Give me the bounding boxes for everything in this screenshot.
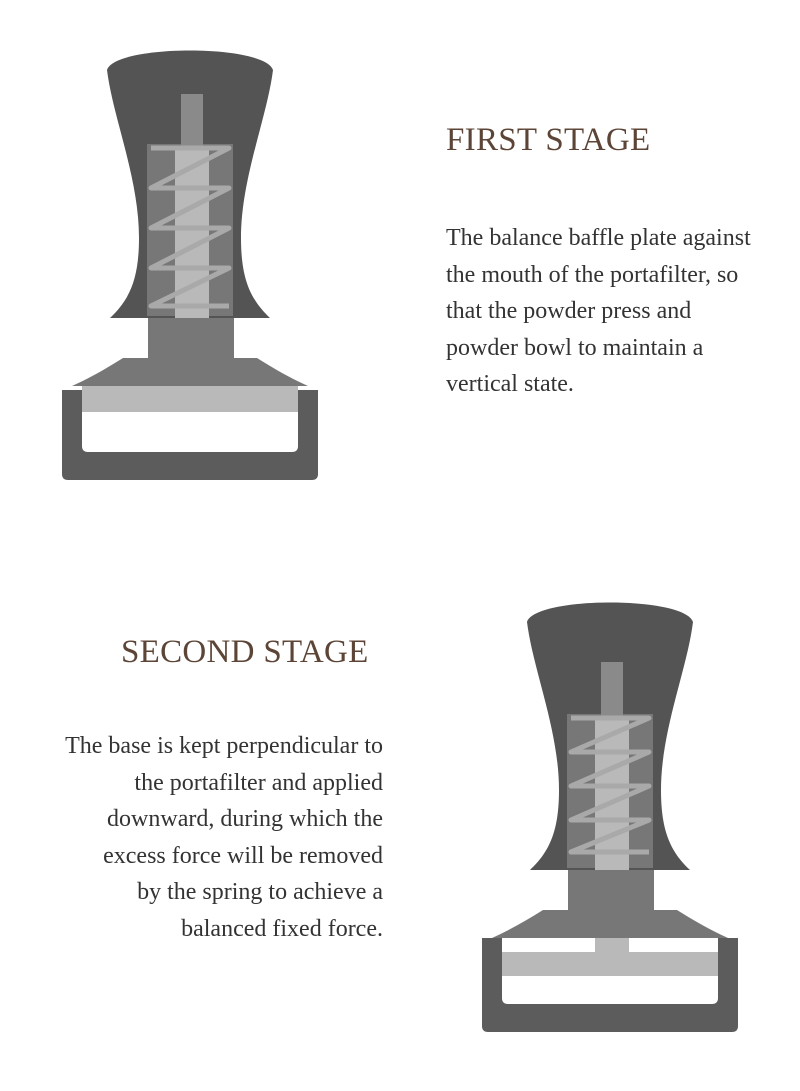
text-line: The base is kept perpendicular to	[65, 733, 383, 759]
first-stage-title: FIRST STAGE	[446, 122, 651, 158]
text-line: powder bowl to maintain a	[446, 334, 704, 361]
base-flange	[72, 358, 308, 386]
first-stage-description	[446, 220, 798, 403]
base-flange	[492, 910, 728, 938]
text-line: downward, during which the	[107, 806, 383, 832]
text-line: vertical state.	[446, 371, 574, 397]
text-line: The balance baffle plate against	[446, 225, 751, 251]
press-plate	[82, 386, 298, 412]
press-plate	[502, 952, 718, 976]
second-stage-title: SECOND STAGE	[121, 634, 369, 670]
tamper-illustration	[62, 51, 318, 481]
tamper-illustration	[482, 603, 738, 1033]
tamper-diagram-second-stage	[475, 590, 745, 1036]
threaded-rod	[181, 94, 203, 148]
text-line: by the spring to achieve a	[137, 879, 383, 905]
text-line: the portafilter and applied	[134, 769, 383, 796]
second-stage-description	[0, 728, 383, 947]
threaded-rod	[601, 662, 623, 718]
text-line: balanced fixed force.	[181, 915, 383, 942]
text-line: the mouth of the portafilter, so	[446, 261, 739, 288]
tamper-diagram-first-stage	[55, 38, 325, 484]
text-line: excess force will be removed	[103, 842, 383, 869]
text-line: that the powder press and	[446, 298, 692, 324]
